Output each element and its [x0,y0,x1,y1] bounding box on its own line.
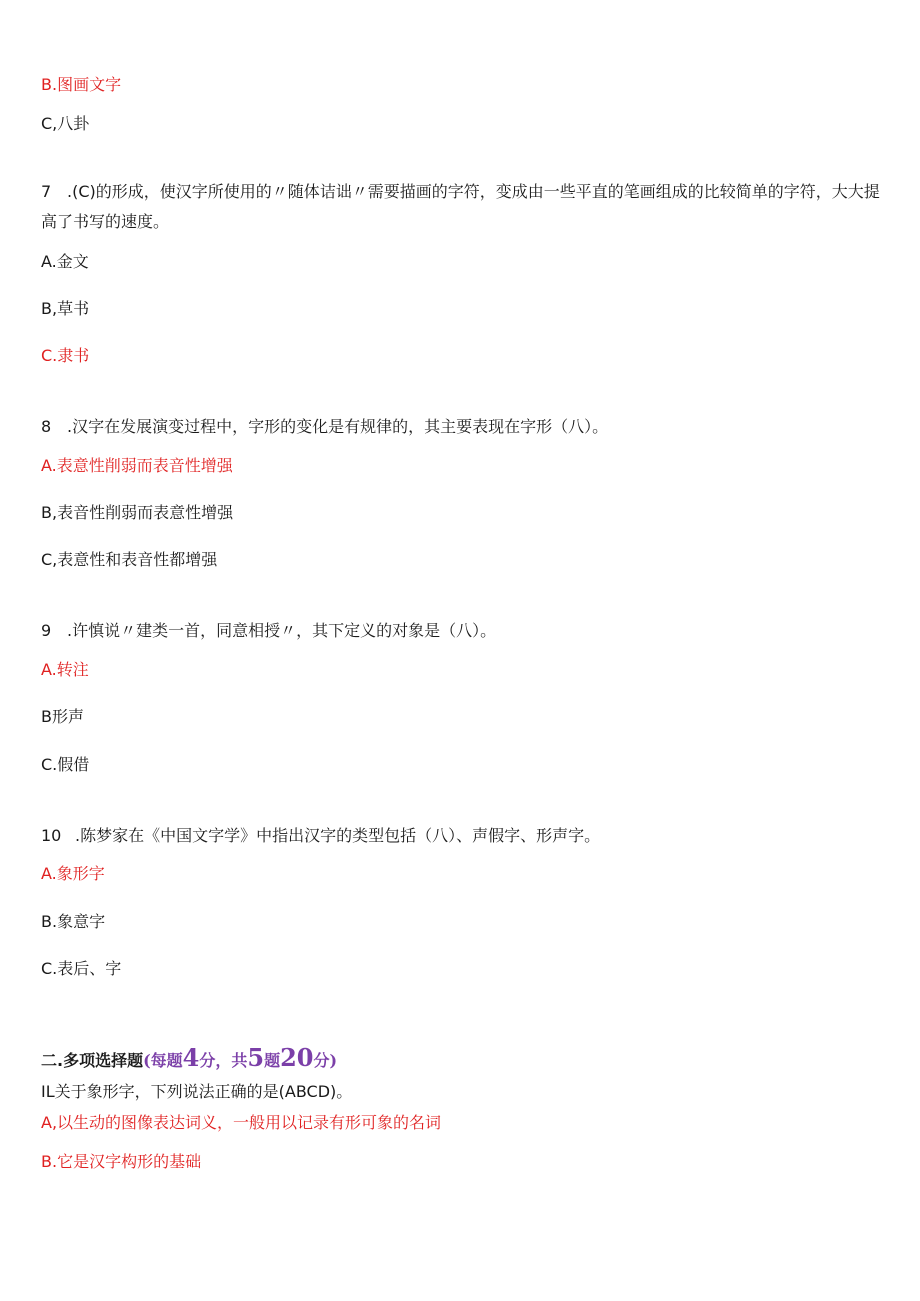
q9-text: .许慎说〃建类一首，同意相授〃，其下定义的对象是（八）。 [67,621,497,640]
q8-option-c: C,表意性和表音性都增强 [41,550,218,569]
q8-question [41,417,608,437]
q7-option-c: C.隶书 [41,346,90,365]
q9-option-b: B形声 [41,707,84,726]
q6-option-c: C,八卦 [41,114,90,133]
q7-option-a: A.金文 [41,252,89,271]
q10-option-c: C.表后、字 [41,959,122,978]
q6-option-b: B.图画文字 [41,75,122,94]
q9-option-a: A.转注 [41,660,89,679]
q10-option-b: B.象意字 [41,912,106,931]
section-2-scoring-note: (每题4分，共5题20分) [143,1043,338,1072]
q10-number: 10 [41,826,62,845]
q10-text: .陈梦家在《中国文字学》中指出汉字的类型包括（八）、声假字、形声字。 [75,826,601,845]
s2-q1-option-a: A,以生动的图像表达词义，一般用以记录有形可象的名词 [41,1113,442,1132]
q8-option-b: B,表音性削弱而表意性增强 [41,503,234,522]
q9-option-c: C.假借 [41,755,90,774]
s2-q1-option-b: B.它是汉字构形的基础 [41,1152,202,1171]
q8-text: .汉字在发展演变过程中，字形的变化是有规律的，其主要表现在字形（八）。 [67,417,609,436]
q10-option-a: A.象形字 [41,864,105,883]
q7-option-b: B,草书 [41,299,90,318]
q9-number: 9 [41,621,52,640]
q7-question [41,177,891,237]
q10-question [41,826,600,846]
section-2-title: 二.多项选择题 [41,1051,144,1070]
q9-question [41,621,496,641]
section-2-heading [41,1043,337,1072]
q8-number: 8 [41,417,52,436]
s2-q1-question: IL关于象形字，下列说法正确的是(ABCD)。 [41,1082,353,1101]
q8-option-a: A.表意性削弱而表音性增强 [41,456,233,475]
q7-number: 7 [41,182,52,201]
q7-text: .(C)的形成，使汉字所使用的〃随体诘诎〃需要描画的字符，变成由一些平直的笔画组成的比较简单的字符，大大提高了书写的速度。 [41,182,880,231]
